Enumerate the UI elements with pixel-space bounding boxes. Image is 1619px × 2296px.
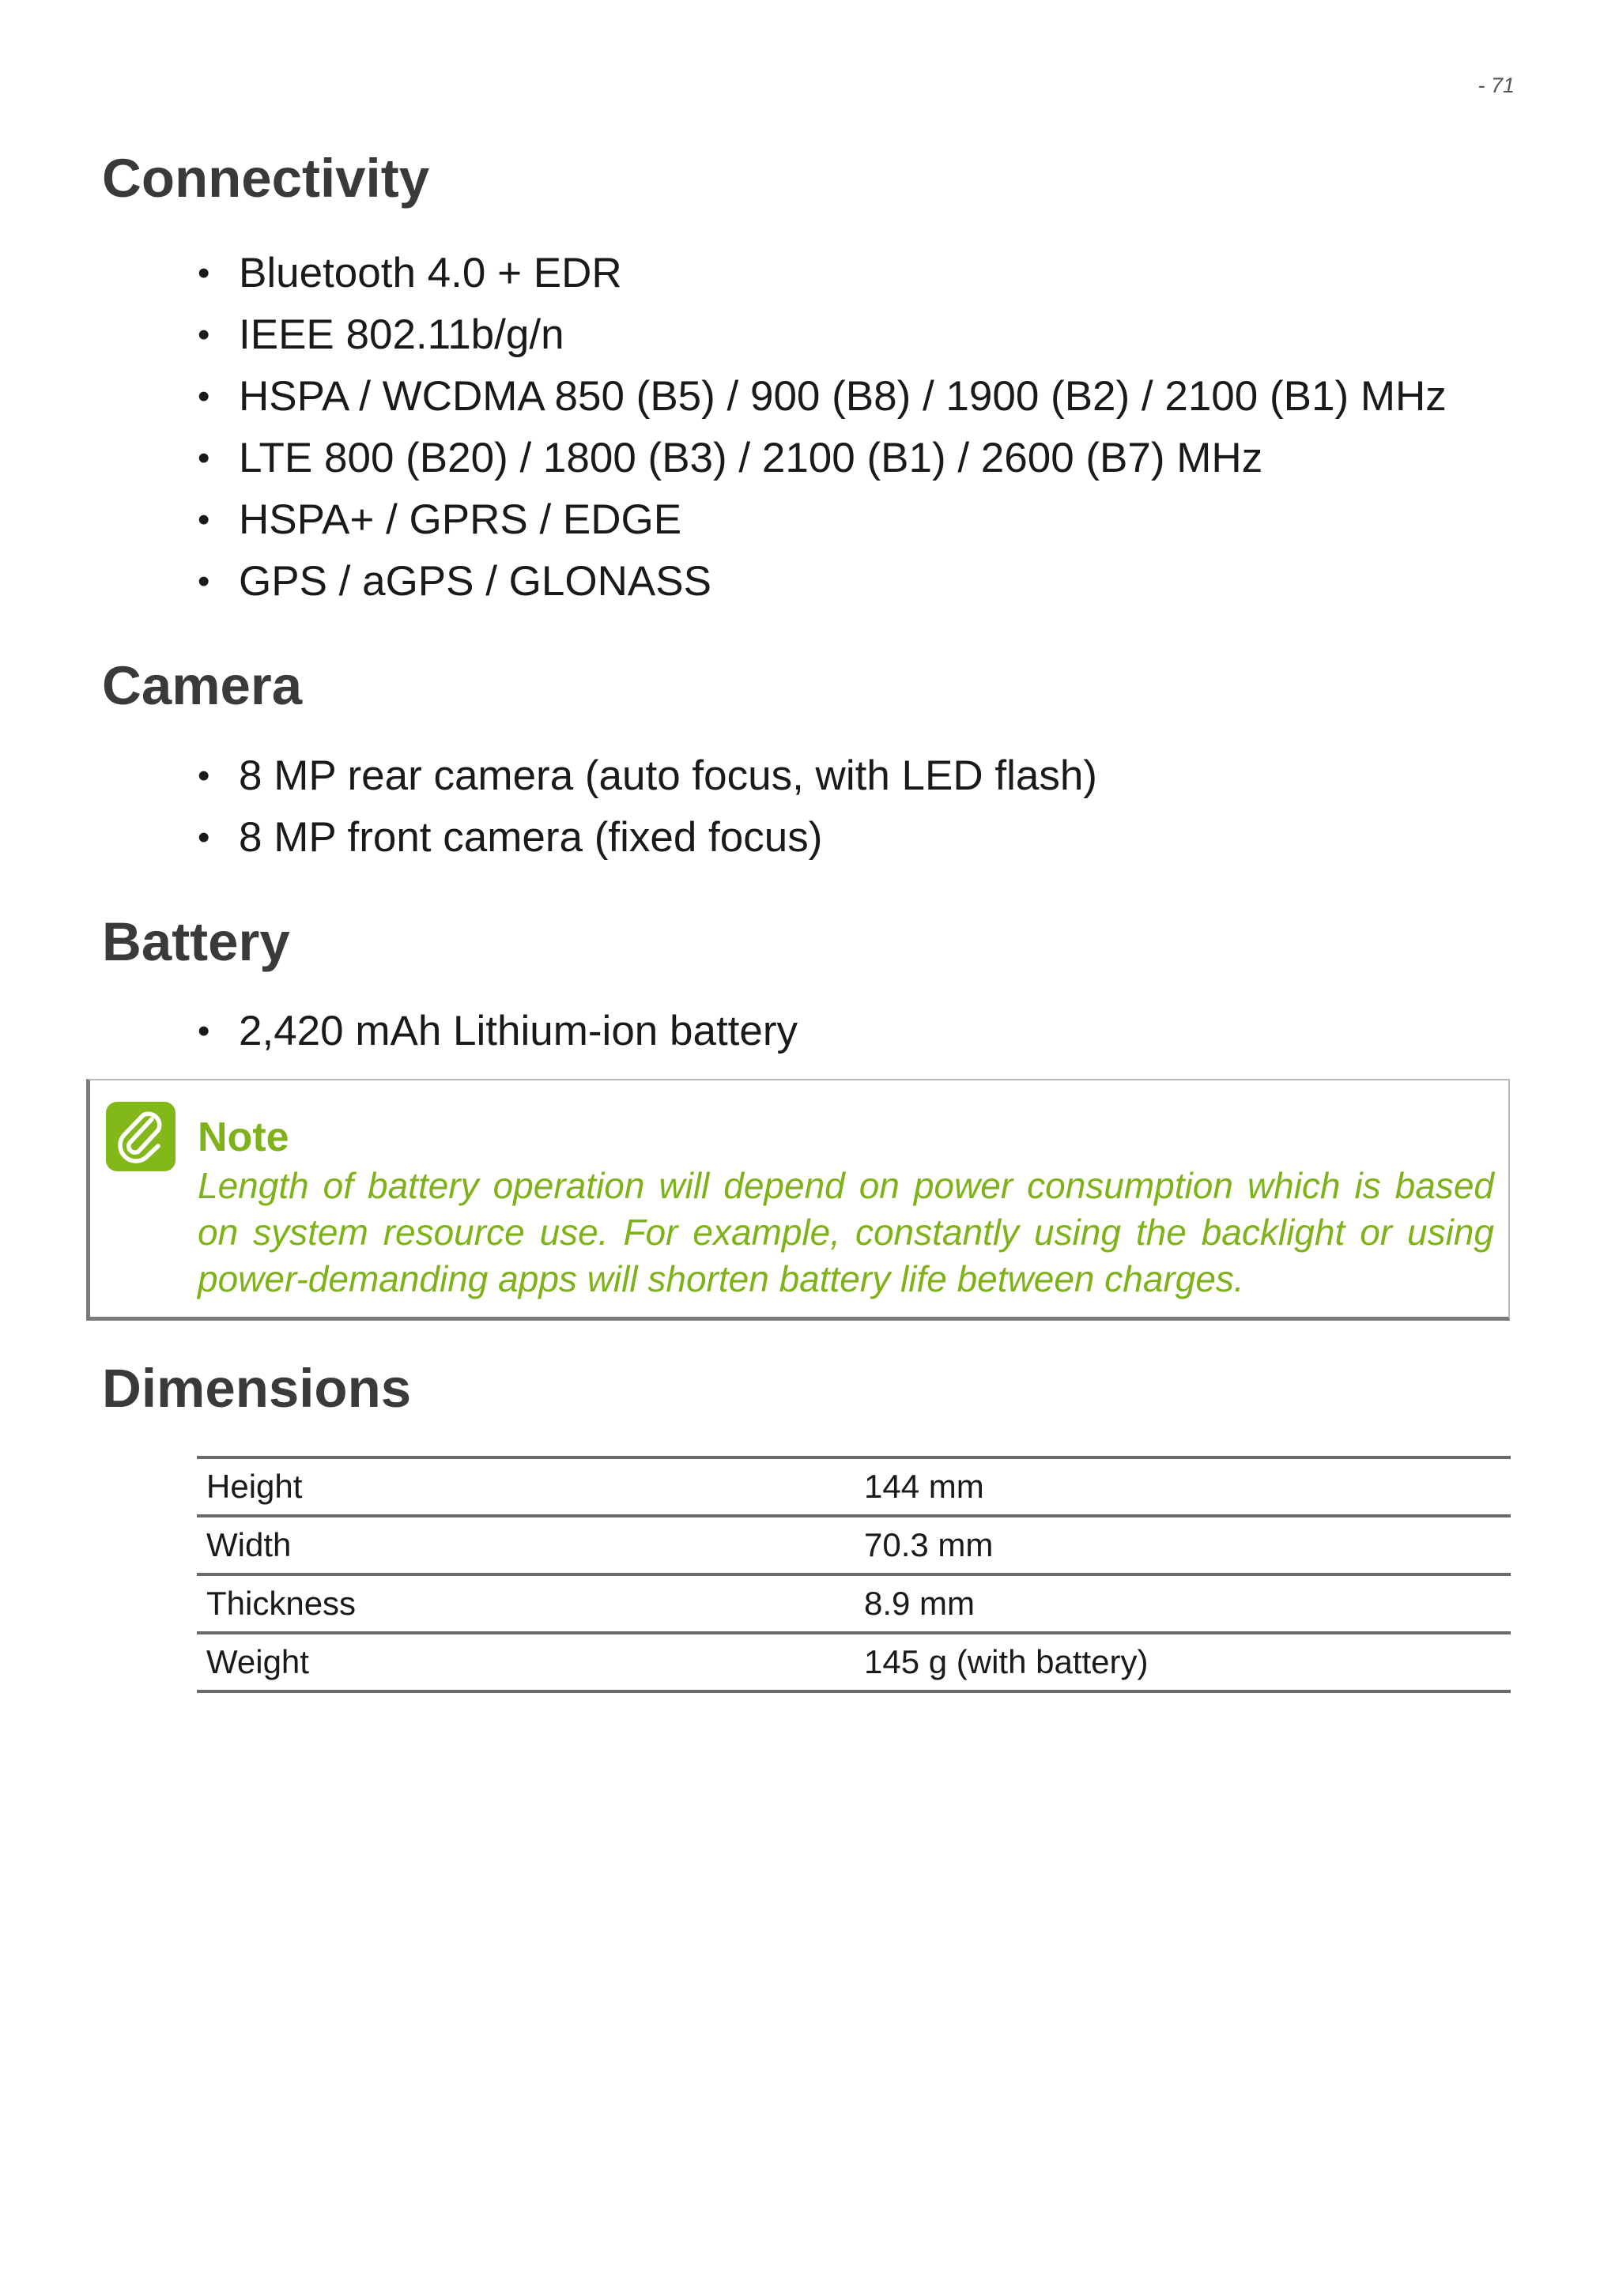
table-row [197,1574,1511,1633]
battery-heading: Battery [102,911,290,972]
list-item [198,428,1447,489]
list-item [198,243,1447,304]
list-item [198,489,1447,551]
row-value: 145 g (with battery) [855,1633,1511,1691]
connectivity-heading: Connectivity [102,148,430,209]
list-item-text: IEEE 802.11b/g/n [239,311,564,358]
paperclip-icon [106,1102,175,1171]
battery-list [198,1001,798,1062]
note-text: Length of battery operation will depend on power consumption which is based on system resource use. For example, constantly using the backlight or using power-demanding apps will shorten battery life between charges. [198,1165,1494,1299]
list-item [198,807,1097,869]
row-value: 8.9 mm [855,1574,1511,1633]
bullet-icon: • [198,377,210,416]
bullet-icon: • [198,254,210,292]
table-row [197,1516,1511,1574]
row-label: Width [197,1516,855,1574]
list-item [198,304,1447,366]
bullet-icon: • [198,315,210,354]
list-item-text: HSPA+ / GPRS / EDGE [239,496,682,543]
row-label: Thickness [197,1574,855,1633]
list-item-text: 8 MP rear camera (auto focus, with LED flash) [239,752,1097,799]
row-value: 70.3 mm [855,1516,1511,1574]
dimensions-heading: Dimensions [102,1358,412,1419]
dimensions-table [197,1456,1511,1693]
list-item-text: GPS / aGPS / GLONASS [239,558,711,605]
list-item [198,1001,798,1062]
row-label: Height [197,1457,855,1516]
note-title: Note [198,1114,289,1160]
bullet-icon: • [198,1012,210,1050]
camera-list [198,745,1097,869]
bullet-icon: • [198,756,210,795]
list-item-text: 8 MP front camera (fixed focus) [239,814,823,861]
bullet-icon: • [198,500,210,539]
bullet-icon: • [198,562,210,601]
list-item-text: 2,420 mAh Lithium-ion battery [239,1008,798,1054]
bullet-icon: • [198,818,210,857]
list-item [198,366,1447,428]
page-number: - 71 [1477,74,1515,97]
row-value: 144 mm [855,1457,1511,1516]
list-item-text: HSPA / WCDMA 850 (B5) / 900 (B8) / 1900 (B2) / 2100 (B1) MHz [239,373,1447,420]
table-row [197,1457,1511,1516]
list-item [198,745,1097,807]
row-label: Weight [197,1633,855,1691]
table-row [197,1633,1511,1691]
connectivity-list [198,243,1447,613]
list-item [198,551,1447,613]
list-item-text: LTE 800 (B20) / 1800 (B3) / 2100 (B1) / 2600 (B7) MHz [239,435,1263,481]
note-box [86,1079,1510,1321]
camera-heading: Camera [102,655,303,716]
bullet-icon: • [198,439,210,477]
list-item-text: Bluetooth 4.0 + EDR [239,250,622,296]
